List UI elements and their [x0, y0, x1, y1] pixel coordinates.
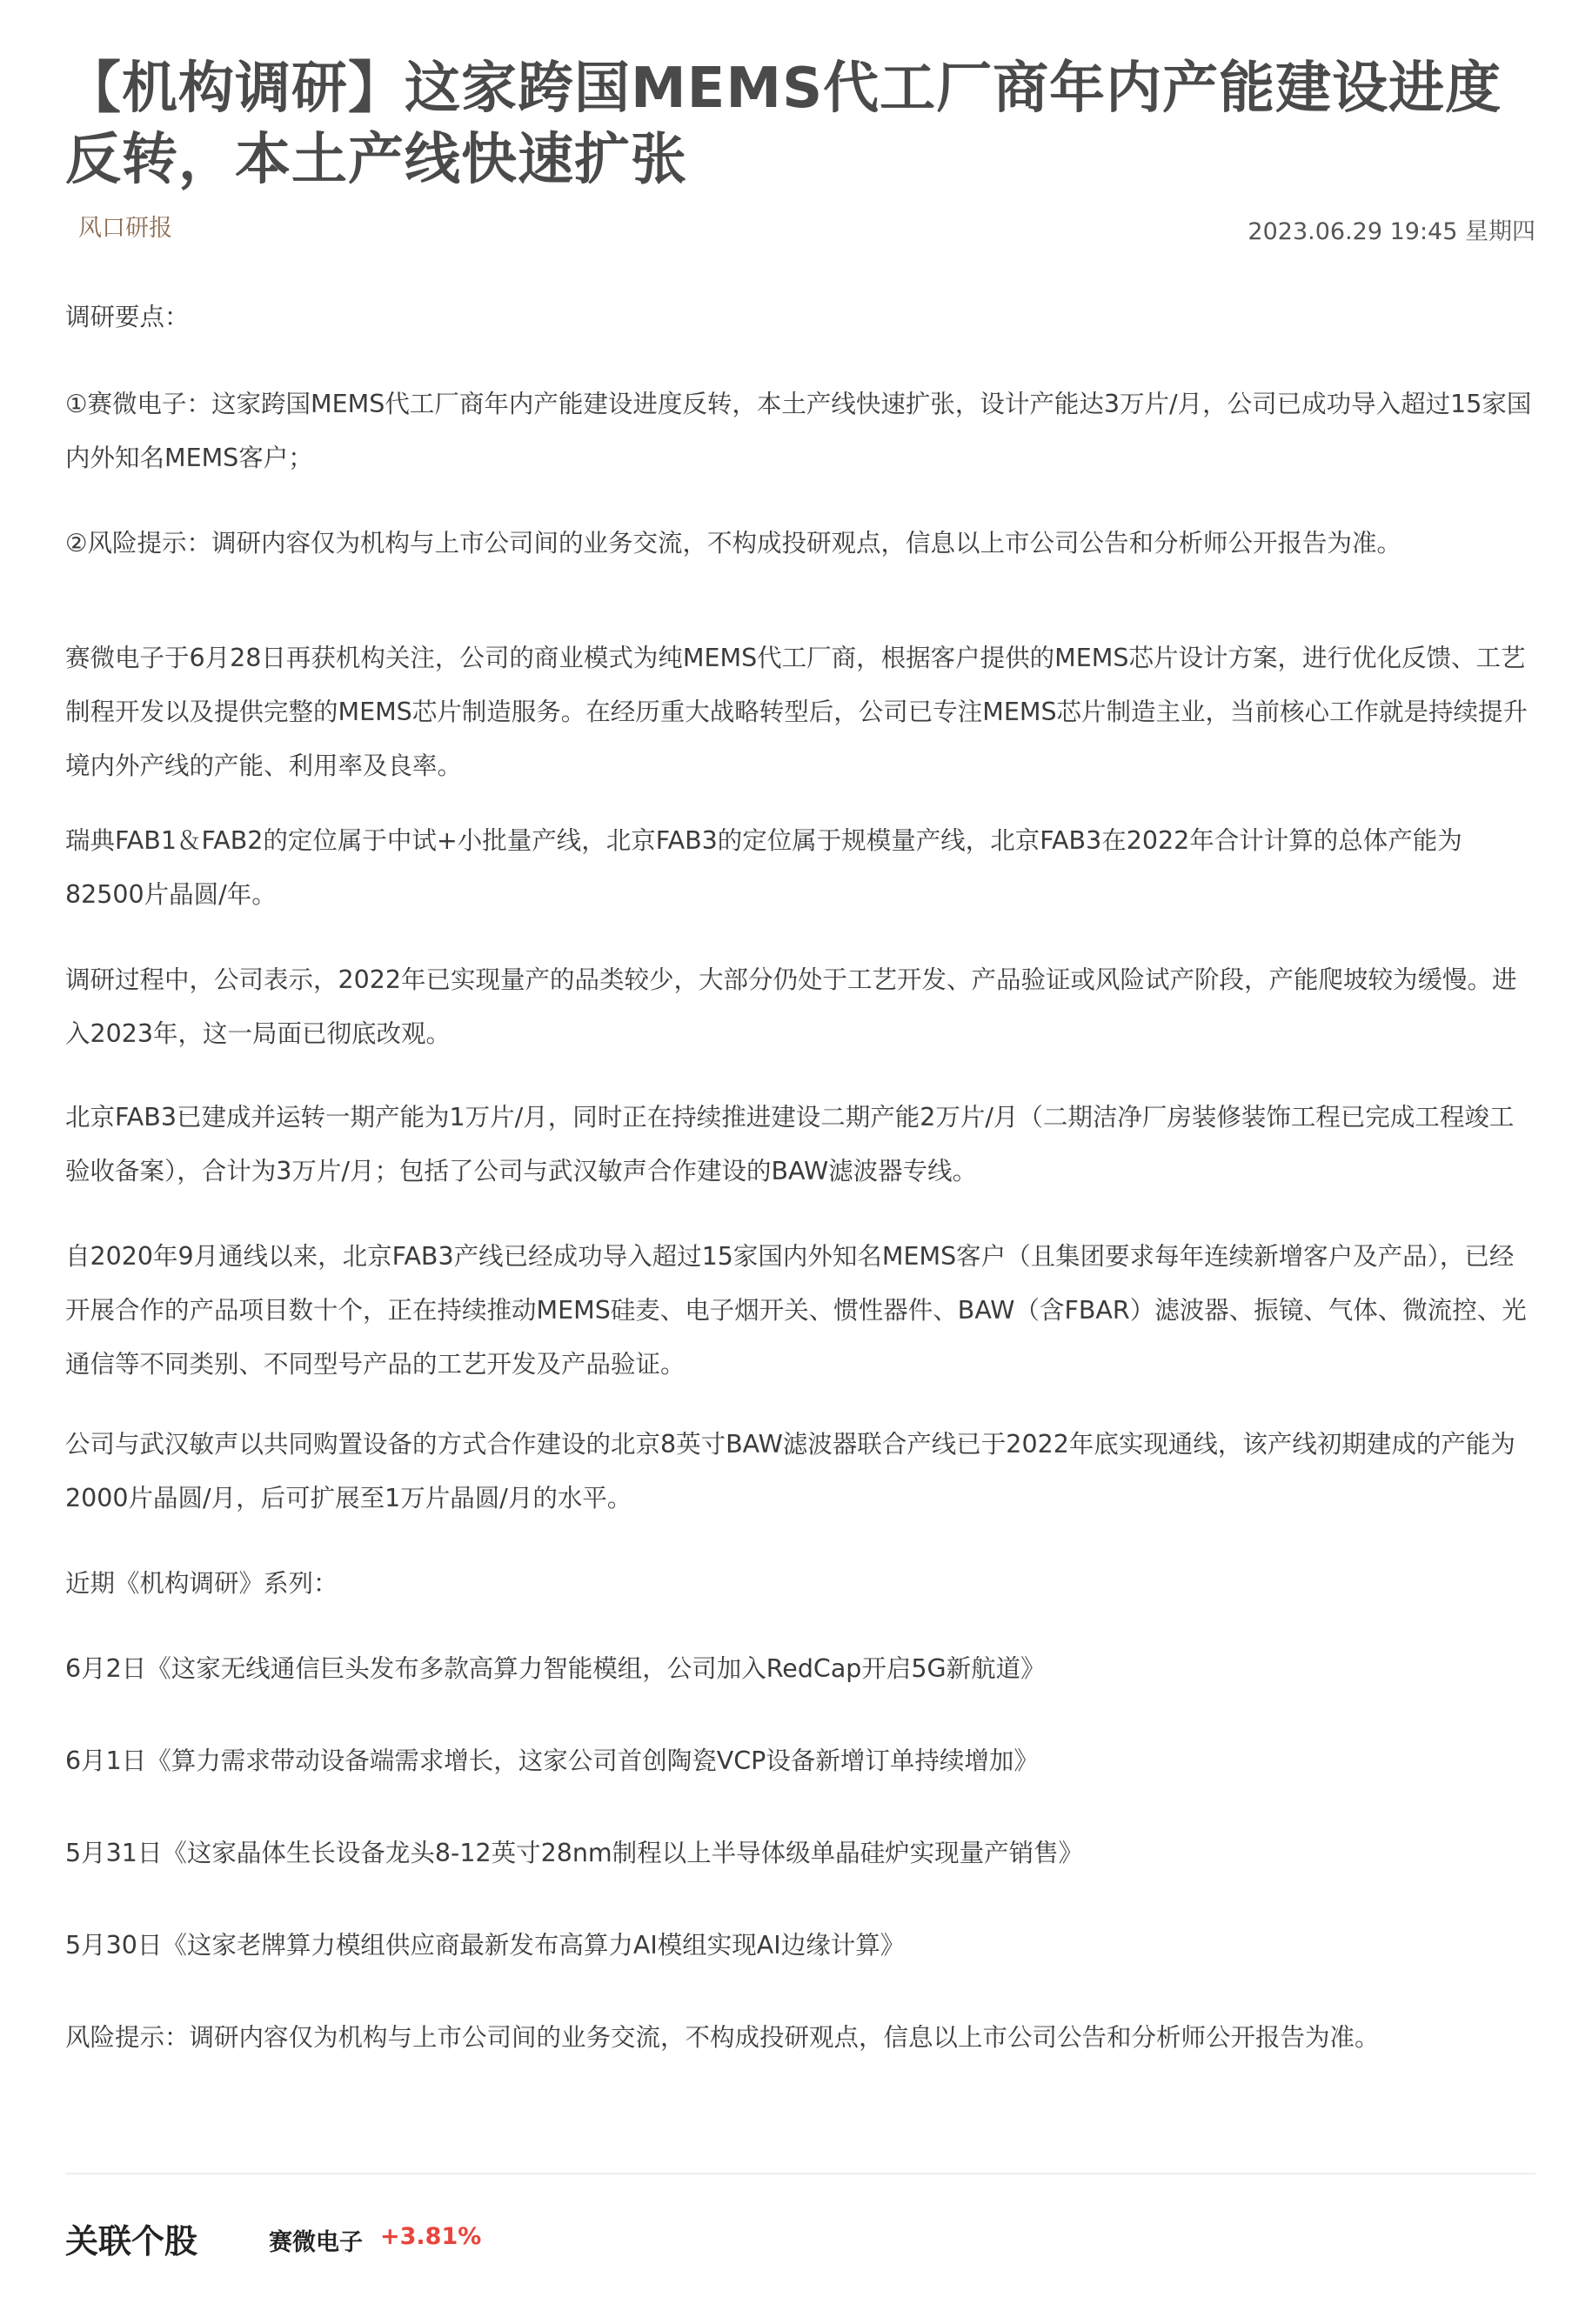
body-paragraph: 赛微电子于6月28日再获机构关注，公司的商业模式为纯MEMS代工厂商，根据客户提供的MEMS芯片设计方案，进行优化反馈、工艺制程开发以及提供完整的MEMS芯片制造服务。在经历重大战略转型后，公司已专注MEMS芯片制造主业，当前核心工作就是持续提升境内外产线的产能、利用率及良率。 [65, 644, 1528, 780]
body-paragraph: 瑞典FAB1＆FAB2的定位属于中试+小批量产线，北京FAB3的定位属于规模量产线，北京FAB3在2022年合计计算的总体产能为82500片晶圆/年。 [65, 826, 1462, 909]
related-stocks [65, 2214, 1535, 2267]
body-paragraph: 自2020年9月通线以来，北京FAB3产线已经成功导入超过15家国内外知名MEMS客户（且集团要求每年连续新增客户及产品），已经开展合作的产品项目数十个，正在持续推动MEMS硅麦、电子烟开关、惯性器件、BAW（含FBAR）滤波器、振镜、气体、微流控、光通信等不同类别、不同型号产品的工艺开发及产品验证。 [65, 1242, 1527, 1379]
series-link[interactable]: 5月31日《这家晶体生长设备龙头8-12英寸28nm制程以上半导体级单晶硅炉实现量产销售》 [65, 1839, 1084, 1867]
article-title: 【机构调研】这家跨国MEMS代工厂商年内产能建设进度反转，本土产线快速扩张 [65, 56, 1502, 192]
article-source: 风口研报 [78, 215, 172, 242]
body-paragraph: 公司与武汉敏声以共同购置设备的方式合作建设的北京8英寸BAW滤波器联合产线已于2022年底实现通线，该产线初期建成的产能为2000片晶圆/月，后可扩展至1万片晶圆/月的水平。 [65, 1430, 1515, 1513]
related-stocks-heading: 关联个股 [65, 2222, 198, 2261]
key-point-1: ①赛微电子：这家跨国MEMS代工厂商年内产能建设进度反转，本土产线快速扩张，设计产能达3万片/月，公司已成功导入超过15家国内外知名MEMS客户； [65, 390, 1532, 472]
series-heading: 近期《机构调研》系列： [65, 1569, 338, 1598]
stock-change: +3.81% [380, 2223, 482, 2250]
article-meta [65, 209, 1535, 244]
article-datetime: 2023.06.29 19:45 星期四 [1248, 218, 1535, 245]
stock-link[interactable]: 赛微电子 [269, 2229, 363, 2256]
key-point-2: ②风险提示：调研内容仅为机构与上市公司间的业务交流，不构成投研观点，信息以上市公司公告和分析师公开报告为准。 [65, 529, 1402, 558]
risk-note: 风险提示：调研内容仅为机构与上市公司间的业务交流，不构成投研观点，信息以上市公司公告和分析师公开报告为准。 [65, 2023, 1380, 2052]
series-link[interactable]: 6月2日《这家无线通信巨头发布多款高算力智能模组，公司加入RedCap开启5G新航道》 [65, 1654, 1046, 1683]
divider [65, 2173, 1535, 2174]
section-heading: 调研要点： [65, 303, 190, 331]
body-paragraph: 北京FAB3已建成并运转一期产能为1万片/月，同时正在持续推进建设二期产能2万片/月（二期洁净厂房装修装饰工程已完成工程竣工验收备案），合计为3万片/月；包括了公司与武汉敏声合作建设的BAW滤波器专线。 [65, 1103, 1515, 1185]
body-paragraph: 调研过程中，公司表示，2022年已实现量产的品类较少，大部分仍处于工艺开发、产品验证或风险试产阶段，产能爬坡较为缓慢。进入2023年，这一局面已彻底改观。 [65, 965, 1517, 1048]
series-link[interactable]: 6月1日《算力需求带动设备端需求增长，这家公司首创陶瓷VCP设备新增订单持续增加》 [65, 1746, 1039, 1775]
series-link[interactable]: 5月30日《这家老牌算力模组供应商最新发布高算力AI模组实现AI边缘计算》 [65, 1931, 906, 1960]
